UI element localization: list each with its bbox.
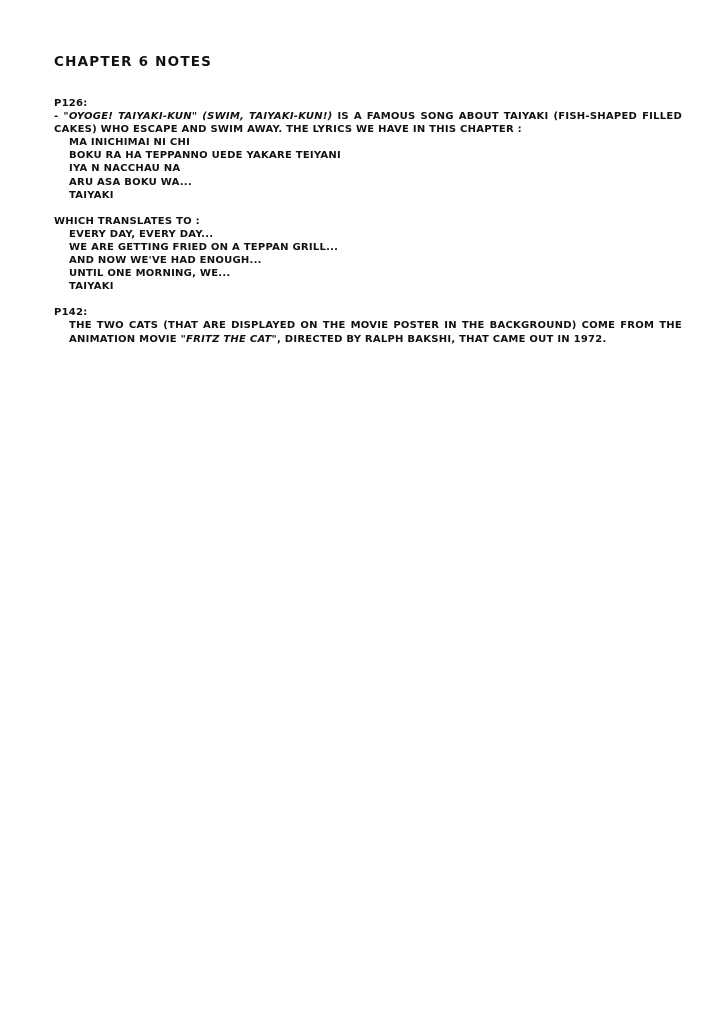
page-ref-p142: P142: bbox=[54, 307, 88, 319]
lyric-line: MA INICHIMAI NI CHI bbox=[69, 137, 191, 149]
cats-note bbox=[54, 319, 682, 345]
translation-line: EVERY DAY, EVERY DAY... bbox=[69, 228, 214, 240]
song-intro bbox=[54, 110, 682, 136]
note-p142 bbox=[54, 306, 682, 345]
intro-text: IS A FAMOUS SONG ABOUT TAIYAKI (FISH-SHAPED FILLED CAKES) WHO ESCAPE AND SWIM AWAY. THE LYRICS WE HAVE IN THIS CHAPTER : bbox=[54, 111, 683, 136]
lyrics-list bbox=[54, 136, 682, 201]
lyric-line: ARU ASA BOKU WA... bbox=[69, 176, 192, 188]
translation-heading: WHICH TRANSLATES TO : bbox=[54, 215, 200, 227]
translation-line: UNTIL ONE MORNING, WE... bbox=[69, 268, 231, 280]
cats-note-suffix: , DIRECTED BY RALPH BAKSHI, THAT CAME OUT IN 1972. bbox=[277, 333, 607, 345]
intro-dash: - bbox=[54, 111, 64, 123]
note-p126 bbox=[54, 97, 682, 202]
song-title: "OYOGE! TAIYAKI-KUN" (SWIM, TAIYAKI-KUN!) bbox=[63, 111, 333, 123]
translation-line: TAIYAKI bbox=[69, 281, 114, 293]
translation-line: AND NOW WE'VE HAD ENOUGH... bbox=[69, 255, 262, 267]
cats-note-text: THE TWO CATS (THAT ARE DISPLAYED ON THE MOVIE POSTER IN THE BACKGROUND) COME FROM THE ANIMATION MOVIE bbox=[69, 320, 682, 345]
page-title: CHAPTER 6 NOTES bbox=[54, 54, 213, 70]
spacer bbox=[54, 202, 682, 215]
movie-title: "FRITZ THE CAT" bbox=[180, 333, 278, 345]
lyric-line: TAIYAKI bbox=[69, 189, 114, 201]
translation-block bbox=[54, 215, 682, 294]
lyric-line: IYA N NACCHAU NA bbox=[69, 163, 181, 175]
spacer bbox=[54, 293, 682, 306]
lyric-line: BOKU RA HA TEPPANNO UEDE YAKARE TEIYANI bbox=[69, 150, 341, 162]
page-ref-p126: P126: bbox=[54, 98, 88, 109]
translation-line: WE ARE GETTING FRIED ON A TEPPAN GRILL... bbox=[69, 241, 339, 253]
notes-body bbox=[54, 97, 682, 346]
